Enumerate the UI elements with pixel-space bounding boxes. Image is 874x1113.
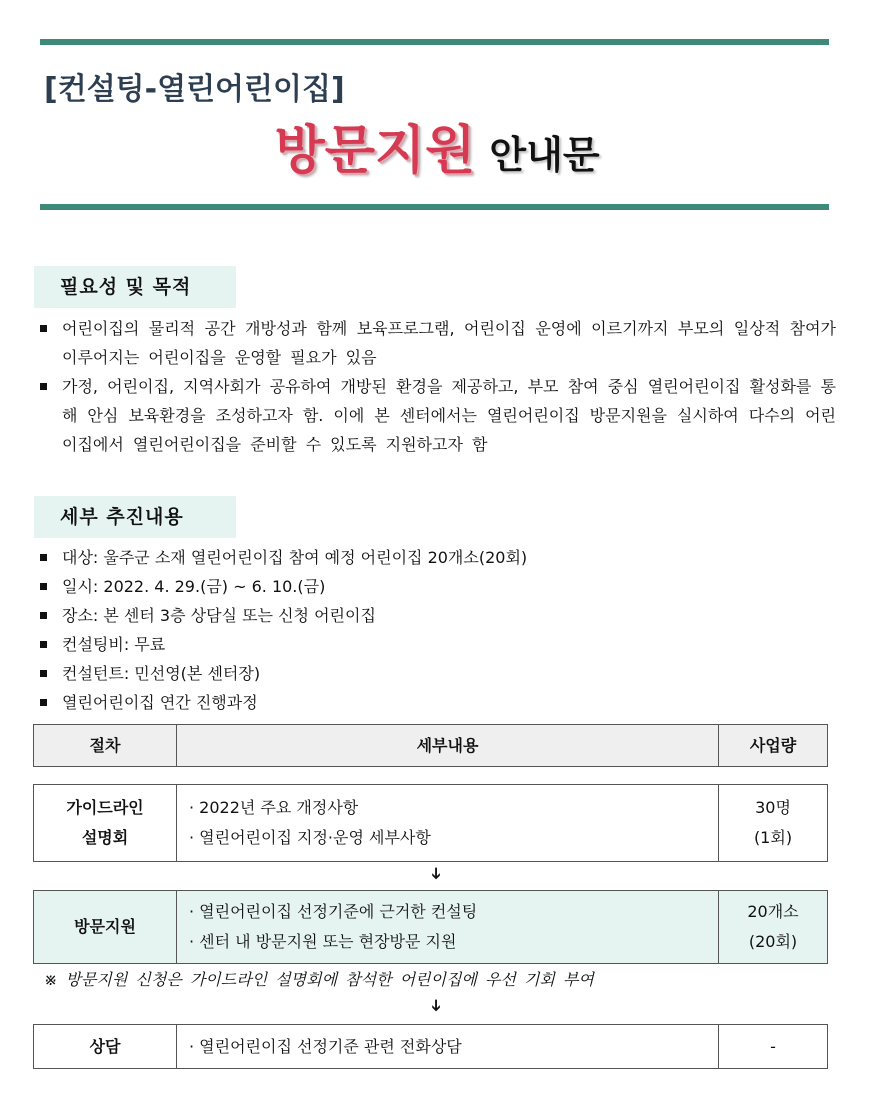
down-arrow-icon: ➔: [427, 998, 447, 1013]
details-cell: · 열린어린이집 선정기준 관련 전화상담: [177, 1025, 719, 1068]
table-note: ※ 방문지원 신청은 가이드라인 설명회에 참석한 어린이집에 우선 기회 부여: [44, 970, 594, 989]
title-sub: 안내문: [489, 133, 600, 177]
header-step: 절차: [34, 725, 177, 766]
step-cell: 가이드라인 설명회: [34, 785, 177, 861]
document-subtitle: [컨설팅-열린어린이집]: [44, 72, 345, 107]
step-cell: 상담: [34, 1025, 177, 1068]
step-cell: 방문지원: [34, 891, 177, 963]
list-item: 컨설팅비: 무료: [36, 630, 836, 659]
amount-cell: 30명 (1회): [753, 798, 793, 847]
bottom-rule: [40, 204, 829, 210]
section-heading-details: 세부 추진내용: [34, 496, 236, 538]
list-item: 장소: 본 센터 3층 상담실 또는 신청 어린이집: [36, 601, 836, 630]
header-amount: 사업량: [749, 735, 797, 755]
list-item: 열린어린이집 연간 진행과정: [36, 688, 836, 717]
list-item: 대상: 울주군 소재 열린어린이집 참여 예정 어린이집 20개소(20회): [36, 543, 836, 572]
header-details: 세부내용: [177, 725, 719, 766]
list-item: 어린이집의 물리적 공간 개방성과 함께 보육프로그램, 어린이집 운영에 이르기까지 부모의 일상적 참여가 이루어지는 어린이집을 운영할 필요가 있음: [36, 314, 836, 372]
list-item: 가정, 어린이집, 지역사회가 공유하여 개방된 환경을 제공하고, 부모 참여 중심 열린어린이집 활성화를 통해 안심 보육환경을 조성하고자 함. 이에 본 센터에서는 열린어린이집 방문지원을 실시하여 다수의 어린이집에서 열린어린이집을 준비할 수 있도록 지원하고자 함: [36, 372, 836, 459]
table-row-visit: [33, 890, 828, 964]
down-arrow-icon: ➔: [427, 866, 447, 881]
details-cell: · 열린어린이집 선정기준에 근거한 컨설팅 · 센터 내 방문지원 또는 현장방문 지원: [177, 891, 719, 963]
list-item: 일시: 2022. 4. 29.(금) ~ 6. 10.(금): [36, 572, 836, 601]
amount-cell: -: [770, 1036, 776, 1056]
amount-cell: 20개소 (20회): [747, 902, 799, 951]
purpose-bullet-list: [36, 314, 836, 459]
title-main: 방문지원: [274, 121, 476, 181]
list-item: 컨설턴트: 민선영(본 센터장): [36, 659, 836, 688]
process-table-header: [33, 724, 828, 767]
details-bullet-list: [36, 543, 836, 717]
table-row-guideline: [33, 784, 828, 862]
top-rule: [40, 39, 829, 45]
document-title: [0, 108, 874, 183]
table-row-consult: [33, 1024, 828, 1069]
details-cell: · 2022년 주요 개정사항 · 열린어린이집 지정·운영 세부사항: [177, 785, 719, 861]
section-heading-purpose: 필요성 및 목적: [34, 266, 236, 308]
